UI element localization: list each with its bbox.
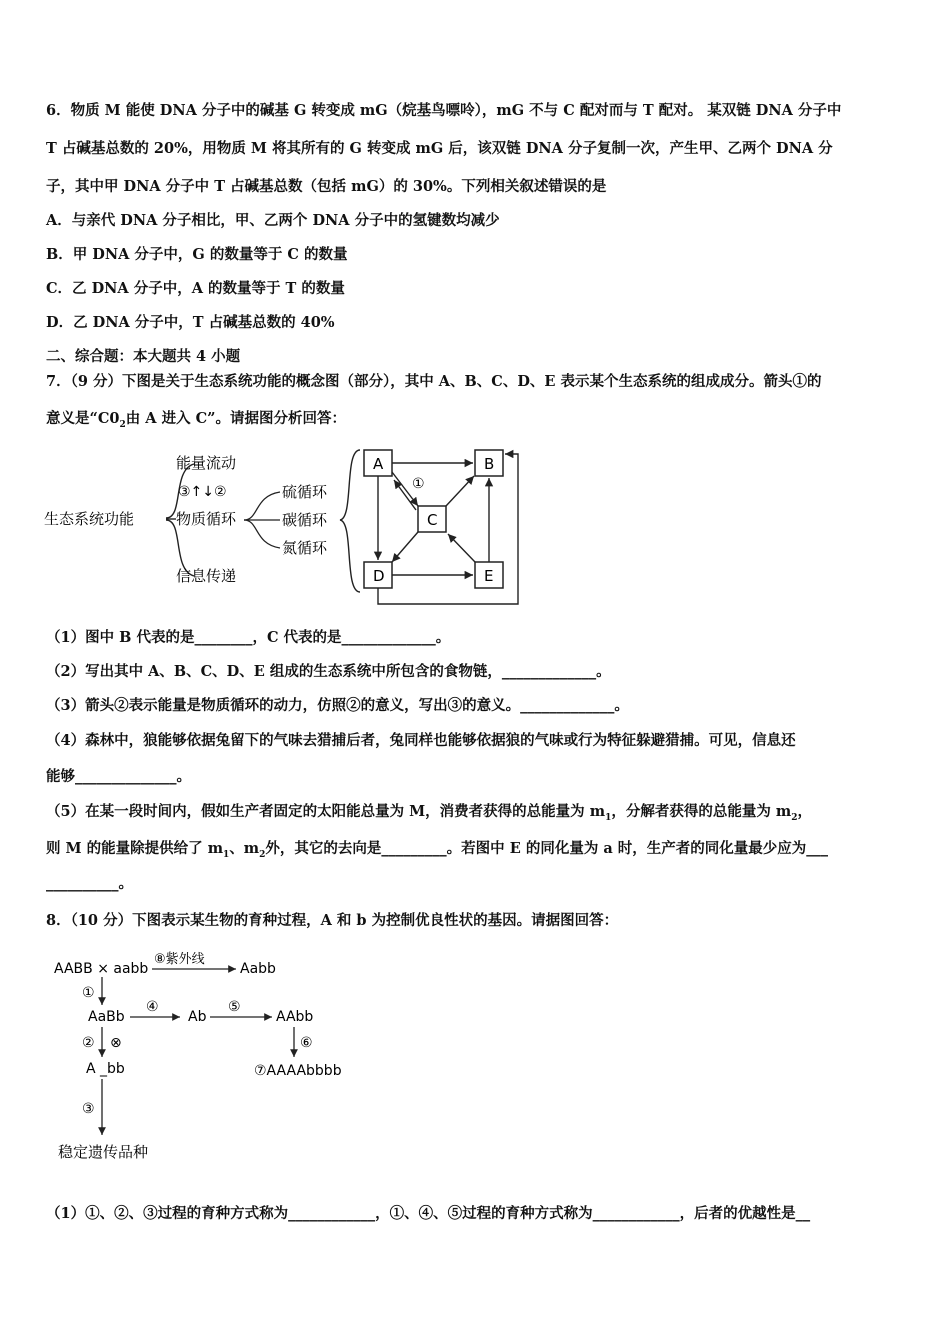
arrow-c-b — [446, 476, 474, 506]
q7-part4-line1: （4）森林中，狼能够依据兔留下的气味去猎捕后者，兔同样也能够依据狼的气味或行为特征躲避猎捕。可见，信息还 — [46, 732, 796, 749]
q6-option-d: D．乙 DNA 分子中，T 占碱基总数的 40% — [46, 314, 335, 331]
q7-stem-line1: 7．（9 分）下图是关于生态系统功能的概念图（部分），其中 A、B、C、D、E 表示某个生态系统的组成成分。箭头①的 — [46, 373, 822, 390]
q7-part3: （3）箭头②表示能量是物质循环的动力，仿照②的意义，写出③的意义。_____________。 — [46, 697, 629, 714]
section-heading: 二、综合题：本大题共 4 小题 — [46, 348, 241, 365]
q7-part5-line2-sub1: 1 — [223, 849, 230, 860]
node-e-label: E — [484, 567, 494, 585]
q7-part4-line2: 能够______________。 — [46, 768, 191, 785]
mutant-aabb: Aabb — [240, 961, 276, 977]
cycle-carbon: 碳循环 — [282, 511, 328, 529]
q7-stem-line2 — [46, 409, 346, 429]
q7-part5-line1-b: ，分解者获得的总能量为 m — [611, 803, 792, 820]
ecosystem-diagram — [44, 440, 534, 614]
node-a-label: A — [373, 455, 384, 473]
node-b-label: B — [484, 455, 495, 473]
step6-label: ⑥ — [300, 1035, 313, 1051]
q7-part5-line3: __________。 — [46, 875, 133, 892]
brace-cycles — [340, 450, 360, 592]
q7-part5-line1 — [46, 802, 812, 822]
q6-stem-line1: 6．物质 M 能使 DNA 分子中的碱基 G 转变成 mG（烷基鸟嘌呤），mG 不与 C 配对而与 T 配对。 某双链 DNA 分子中 — [46, 102, 842, 119]
breeding-diagram — [50, 945, 370, 1174]
q6-option-b: B．甲 DNA 分子中，G 的数量等于 C 的数量 — [46, 246, 348, 263]
arrow-e-c — [448, 534, 475, 562]
q7-part5-line1-a: （5）在某一段时间内，假如生产者固定的太阳能总量为 M，消费者获得的总能量为 m — [46, 803, 606, 820]
q7-part5-line2 — [46, 839, 828, 859]
q6-option-c: C．乙 DNA 分子中，A 的数量等于 T 的数量 — [46, 280, 345, 297]
concept-root: 生态系统功能 — [44, 510, 135, 528]
q7-stem-line2-sub: 2 — [119, 419, 126, 430]
cross-label: AABB × aabb — [54, 961, 149, 977]
cycle-nitrogen: 氮循环 — [282, 539, 328, 557]
breeding-diagram-svg — [50, 945, 370, 1170]
q7-stem-line2-part2: 由 A 进入 C”。请据图分析回答： — [125, 410, 347, 427]
node-c-label: C — [427, 511, 438, 529]
q7-part5-line1-sub2: 2 — [791, 812, 798, 823]
q7-part2: （2）写出其中 A、B、C、D、E 组成的生态系统中所包含的食物链，_____________。 — [46, 663, 611, 680]
q7-part5-line1-sub1: 1 — [605, 812, 612, 823]
q8-part1: （1）①、②、③过程的育种方式称为____________，①、④、⑤过程的育种方式称为____________，后者的优越性是__ — [46, 1205, 811, 1222]
q6-stem-line3: 子，其中甲 DNA 分子中 T 占碱基总数（包括 mG）的 30%。下列相关叙述错误的是 — [46, 178, 607, 195]
step4-label: ④ — [146, 999, 159, 1015]
q7-part1: （1）图中 B 代表的是________，C 代表的是_____________。 — [46, 629, 451, 646]
f2-abb: A _bb — [86, 1061, 125, 1077]
q7-part5-line1-c: ， — [797, 803, 812, 820]
q7-part5-line2-sub2: 2 — [259, 849, 266, 860]
q7-stem-line2-part1: 意义是“C0 — [46, 410, 120, 427]
f1-aabb: AaBb — [88, 1009, 125, 1025]
step7-label: ⑦AAAAbbbb — [254, 1063, 342, 1079]
stable-variety: 稳定遗传品种 — [58, 1143, 149, 1161]
q8-stem: 8．（10 分）下图表示某生物的育种过程，A 和 b 为控制优良性状的基因。请据图回答： — [46, 912, 619, 929]
cycle-sulfur: 硫循环 — [282, 483, 328, 501]
concept-arrows-label: ③↑↓② — [178, 484, 227, 500]
q6-option-a: A．与亲代 DNA 分子相比，甲、乙两个 DNA 分子中的氢键数均减少 — [46, 212, 500, 229]
concept-energy: 能量流动 — [176, 454, 237, 472]
selfing-symbol: ⊗ — [110, 1035, 122, 1051]
step5-label: ⑤ — [228, 999, 241, 1015]
q7-part5-line2-b: 、m — [229, 840, 260, 857]
ecosystem-diagram-svg — [44, 440, 534, 610]
step2-label: ② — [82, 1035, 95, 1051]
brace-cycle1 — [244, 492, 280, 520]
step3-label: ③ — [82, 1101, 95, 1117]
q7-part5-line2-a: 则 M 的能量除提供给了 m — [46, 840, 224, 857]
step8-label: ⑧紫外线 — [154, 952, 205, 967]
concept-info: 信息传递 — [176, 567, 237, 585]
arrow-1-label: ① — [412, 476, 425, 492]
brace-cycle3 — [244, 520, 280, 548]
diploid-aabb: AAbb — [276, 1009, 314, 1025]
step1-label: ① — [82, 985, 95, 1001]
node-d-label: D — [373, 567, 385, 585]
concept-matter: 物质循环 — [176, 510, 237, 528]
haploid-ab: Ab — [188, 1009, 207, 1025]
q7-part5-line2-c: 外，其它的去向是_________。若图中 E 的同化量为 a 时，生产者的同化量最少应为___ — [265, 840, 829, 857]
arrow-c-d — [392, 532, 418, 562]
q6-stem-line2: T 占碱基总数的 20%，用物质 M 将其所有的 G 转变成 mG 后，该双链 DNA 分子复制一次，产生甲、乙两个 DNA 分 — [46, 140, 833, 157]
